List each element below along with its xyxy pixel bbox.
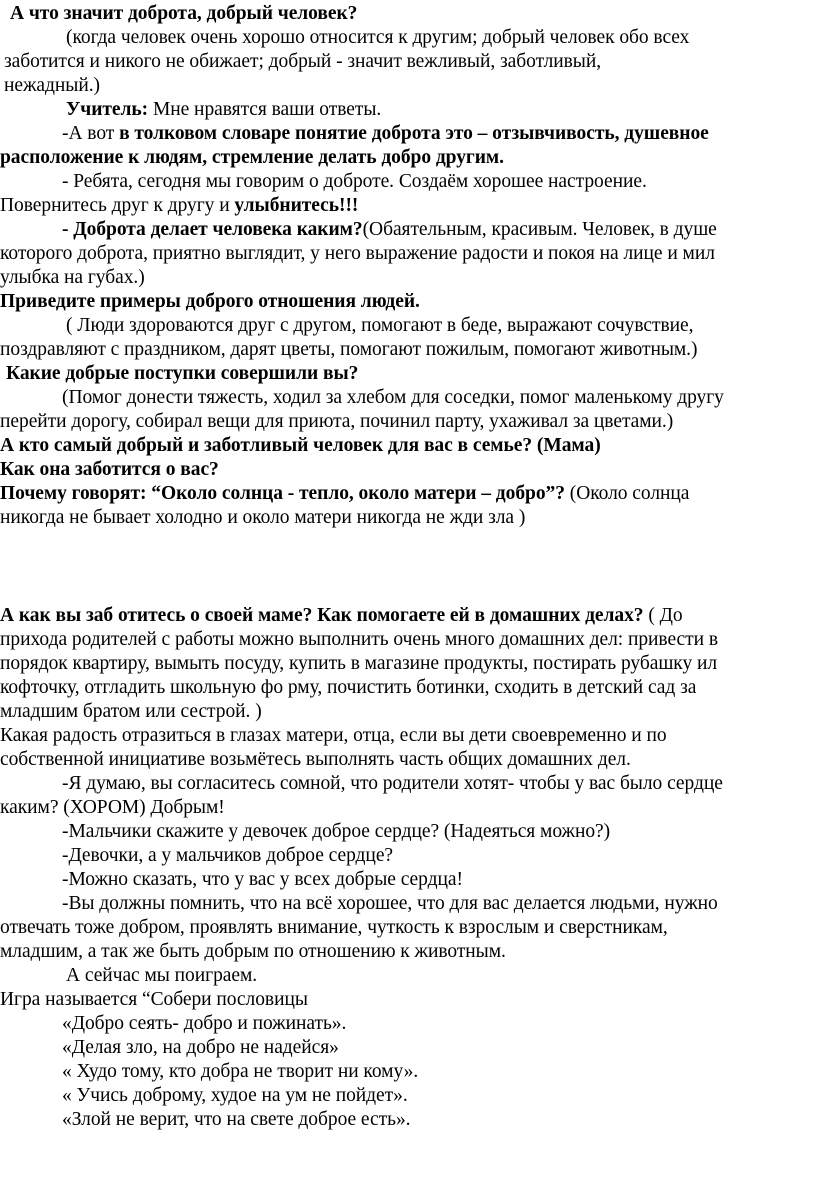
bold-text: Почему говорят: “Около солнца - тепло, около матери – добро”? bbox=[0, 483, 565, 504]
text-run: никогда не бывает холодно и около матери никогда не жди зла ) bbox=[0, 507, 526, 528]
text-run: прихода родителей с работы можно выполнить очень много домашних дел: привести в bbox=[0, 629, 718, 650]
text-run: перейти дорогу, собирал вещи для приюта, починил парту, ухаживал за цветами.) bbox=[0, 411, 674, 432]
text-run: (Обаятельным, красивым. Человек, в душе bbox=[362, 219, 717, 240]
bold-text: Какие добрые поступки совершили вы? bbox=[6, 363, 359, 384]
text-run: (когда человек очень хорошо относится к другим; добрый человек обо всех bbox=[66, 27, 690, 48]
bold-text: улыбнитесь!!! bbox=[234, 195, 359, 216]
text-line bbox=[0, 146, 504, 170]
bold-text: Как она заботится о вас? bbox=[0, 459, 219, 480]
text-line bbox=[0, 964, 257, 988]
text-run: (Помог донести тяжесть, ходил за хлебом для соседки, помог маленькому другу bbox=[62, 387, 724, 408]
text-line bbox=[0, 26, 689, 50]
text-run: Мне нравятся ваши ответы. bbox=[148, 99, 382, 120]
text-line bbox=[0, 868, 463, 892]
text-line bbox=[0, 772, 723, 796]
text-run: -Вы должны помнить, что на всё хорошее, что для вас делается людьми, нужно bbox=[62, 893, 718, 914]
text-run: «Добро сеять- добро и пожинать». bbox=[62, 1013, 347, 1034]
text-line bbox=[0, 724, 667, 748]
text-run: А сейчас мы поиграем. bbox=[66, 965, 258, 986]
text-run: Игра называется “Собери пословицы bbox=[0, 989, 308, 1010]
text-line bbox=[0, 410, 673, 434]
text-line bbox=[0, 844, 393, 868]
text-line bbox=[0, 98, 381, 122]
text-run: собственной инициативе возьмётесь выполнять часть общих домашних дел. bbox=[0, 749, 631, 770]
text-line bbox=[0, 1036, 339, 1060]
text-run: заботится и никого не обижает; добрый - значит вежливый, заботливый, bbox=[4, 51, 602, 72]
text-line bbox=[0, 2, 357, 26]
bold-text: А как вы заб отитесь о своей маме? Как помогаете ей в домашних делах? bbox=[0, 605, 644, 626]
text-line bbox=[0, 242, 715, 266]
bold-text: - Доброта делает человека каким? bbox=[62, 219, 363, 240]
text-line bbox=[0, 362, 358, 386]
text-line bbox=[0, 628, 718, 652]
text-line bbox=[0, 434, 601, 458]
text-run: -Мальчики скажите у девочек доброе сердце? (Надеяться можно?) bbox=[62, 821, 611, 842]
text-line bbox=[0, 314, 693, 338]
text-run: - Ребята, сегодня мы говорим о доброте. Создаём хорошее настроение. bbox=[62, 171, 647, 192]
text-line bbox=[0, 170, 647, 194]
text-line bbox=[0, 748, 631, 772]
text-run: -А вот bbox=[62, 123, 120, 144]
text-line bbox=[0, 458, 219, 482]
text-line bbox=[0, 122, 709, 146]
text-line bbox=[0, 604, 683, 628]
text-run: « Худо тому, кто добра не творит ни кому». bbox=[62, 1061, 419, 1082]
bold-text: А кто самый добрый и заботливый человек для вас в семье? (Мама) bbox=[0, 435, 601, 456]
text-line bbox=[0, 74, 100, 98]
text-run: «Злой не верит, что на свете доброе есть». bbox=[62, 1109, 411, 1130]
text-line bbox=[0, 988, 308, 1012]
text-line bbox=[0, 506, 525, 530]
text-line bbox=[0, 820, 610, 844]
text-run: (Около солнца bbox=[564, 483, 690, 504]
text-run: -Девочки, а у мальчиков доброе сердце? bbox=[62, 845, 394, 866]
text-line bbox=[0, 892, 718, 916]
text-line bbox=[0, 386, 724, 410]
text-line bbox=[0, 290, 420, 314]
text-run: -Я думаю, вы согласитесь сомной, что родители хотят- чтобы у вас было сердце bbox=[62, 773, 723, 794]
text-run: кофточку, отгладить школьную фо рму, почистить ботинки, сходить в детский сад за bbox=[0, 677, 697, 698]
text-line bbox=[0, 266, 145, 290]
text-run: -Можно сказать, что у вас у всех добрые сердца! bbox=[62, 869, 463, 890]
text-run: отвечать тоже добром, проявлять внимание, чуткость к взрослым и сверстникам, bbox=[0, 917, 668, 938]
text-run: ( До bbox=[643, 605, 683, 626]
text-line bbox=[0, 1108, 410, 1132]
text-run: поздравляют с праздником, дарят цветы, помогают пожилым, помогают животным.) bbox=[0, 339, 698, 360]
text-line bbox=[0, 652, 717, 676]
text-run: « Учись доброму, худое на ум не пойдет». bbox=[62, 1085, 408, 1106]
text-run: Какая радость отразиться в глазах матери, отца, если вы дети своевременно и по bbox=[0, 725, 667, 746]
text-run: улыбка на губах.) bbox=[0, 267, 145, 288]
text-run: которого доброта, приятно выглядит, у него выражение радости и покоя на лице и мил bbox=[0, 243, 715, 264]
text-run: младшим братом или сестрой. ) bbox=[0, 701, 262, 722]
text-line bbox=[0, 1012, 346, 1036]
text-run: ( Люди здороваются друг с другом, помогают в беде, выражают сочувствие, bbox=[66, 315, 694, 336]
text-line bbox=[0, 1060, 418, 1084]
text-line bbox=[0, 916, 668, 940]
text-line bbox=[0, 482, 689, 506]
text-run: каким? (ХОРОМ) Добрым! bbox=[0, 797, 225, 818]
text-run: нежадный.) bbox=[4, 75, 100, 96]
text-run: Повернитесь друг к другу и bbox=[0, 195, 235, 216]
text-run: младшим, а так же быть добрым по отношению к животным. bbox=[0, 941, 506, 962]
text-line bbox=[0, 338, 697, 362]
bold-text: Приведите примеры доброго отношения людей. bbox=[0, 291, 420, 312]
text-line bbox=[0, 940, 506, 964]
text-line bbox=[0, 700, 262, 724]
bold-text: расположение к людям, стремление делать добро другим. bbox=[0, 147, 504, 168]
text-line bbox=[0, 676, 696, 700]
bold-text: в толковом словаре понятие доброта это – отзывчивость, душевное bbox=[119, 123, 709, 144]
text-run: «Делая зло, на добро не надейся» bbox=[62, 1037, 339, 1058]
bold-text: Учитель: bbox=[66, 99, 149, 120]
text-line bbox=[0, 194, 358, 218]
text-line bbox=[0, 50, 601, 74]
text-line bbox=[0, 218, 717, 242]
text-run: порядок квартиру, вымыть посуду, купить в магазине продукты, постирать рубашку ил bbox=[0, 653, 718, 674]
bold-text: А что значит доброта, добрый человек? bbox=[10, 3, 358, 24]
text-line bbox=[0, 796, 225, 820]
text-line bbox=[0, 1084, 408, 1108]
